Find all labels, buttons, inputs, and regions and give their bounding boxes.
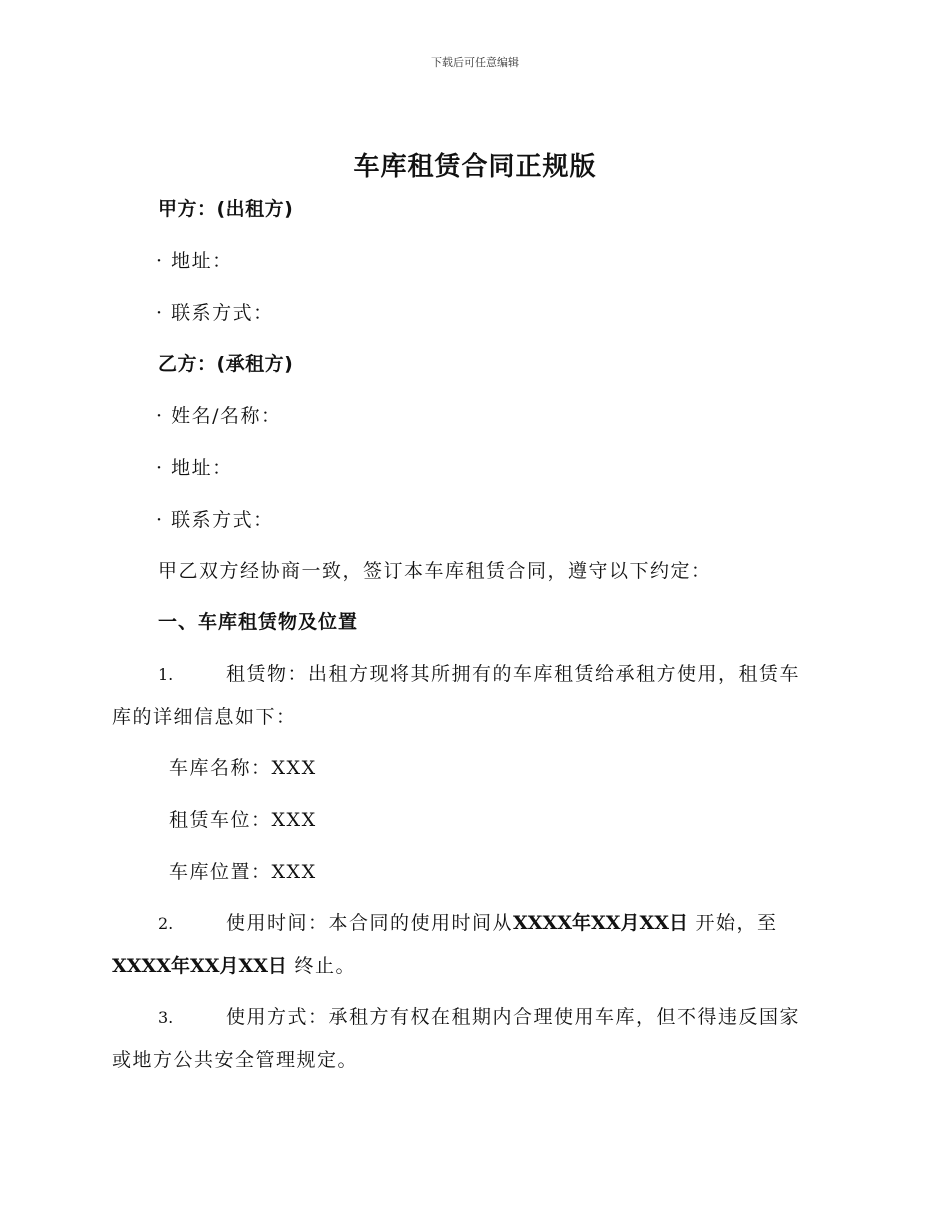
clause-3-line-1 <box>158 1002 800 1029</box>
party-b-heading: 乙方：(承租方) <box>158 353 294 375</box>
end-date: XXXX年XX月XX日 <box>112 955 287 977</box>
clause-2-prefix: 使用时间：本合同的使用时间从 <box>226 912 514 934</box>
clause-2-middle: 开始，至 <box>695 912 778 934</box>
clause-2-suffix: 终止。 <box>294 955 356 977</box>
party-b-address: · 地址： <box>156 457 233 479</box>
clause-2-line-1 <box>158 908 778 935</box>
detail-label: 车库位置： <box>169 861 272 883</box>
document-title: 车库租赁合同正规版 <box>353 152 597 182</box>
detail-value: XXX <box>271 861 317 883</box>
party-b-name: · 姓名/名称： <box>156 405 282 427</box>
clause-1-text: 租赁物：出租方现将其所拥有的车库租赁给承租方使用，租赁车 <box>226 663 801 685</box>
start-date: XXXX年XX月XX日 <box>513 912 688 934</box>
detail-label: 车库名称： <box>169 757 272 779</box>
party-b-contact: · 联系方式： <box>156 509 274 531</box>
clause-3-text: 使用方式：承租方有权在租期内合理使用车库，但不得违反国家 <box>226 1006 801 1028</box>
detail-row <box>169 805 317 832</box>
detail-label: 租赁车位： <box>169 809 272 831</box>
detail-value: XXX <box>271 757 317 779</box>
intro-paragraph: 甲乙双方经协商一致，签订本车库租赁合同，遵守以下约定： <box>158 560 712 582</box>
clause-3-line-2: 或地方公共安全管理规定。 <box>112 1049 359 1071</box>
party-a-address: · 地址： <box>156 250 233 272</box>
party-a-heading: 甲方：(出租方) <box>158 198 294 220</box>
detail-row <box>169 753 317 780</box>
clause-3-number: 3. <box>158 1008 174 1027</box>
detail-value: XXX <box>271 809 317 831</box>
detail-row <box>169 857 317 884</box>
clause-1-number: 1. <box>158 665 174 684</box>
clause-2-line-2 <box>112 951 356 978</box>
clause-1-line-2: 库的详细信息如下： <box>112 706 297 728</box>
party-a-contact: · 联系方式： <box>156 302 274 324</box>
section-1-heading: 一、车库租赁物及位置 <box>158 611 359 633</box>
clause-2-number: 2. <box>158 914 174 933</box>
clause-1-line-1 <box>158 659 800 686</box>
header-note: 下载后可任意编辑 <box>431 56 519 69</box>
